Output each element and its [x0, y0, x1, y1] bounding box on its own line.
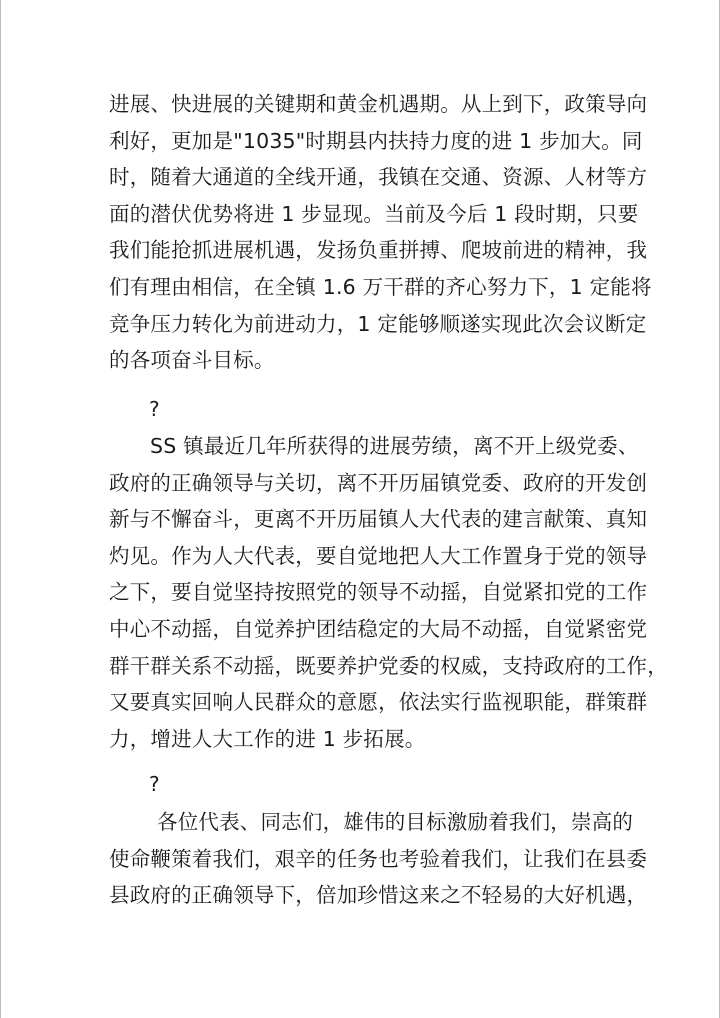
- text-line: 群干群关系不动摇，既要养护党委的权威，支持政府的工作，: [109, 653, 668, 678]
- text-line: SS 镇最近几年所获得的进展劳绩，离不开上级党委、: [150, 434, 639, 458]
- text-line: 使命鞭策着我们，艰辛的任务也考验着我们，让我们在县委: [109, 846, 648, 871]
- text-line: 县政府的正确领导下，倍加珍惜这来之不轻易的大好机遇，: [109, 883, 648, 908]
- separator-mark: ?: [149, 772, 160, 796]
- text-line: 们有理由相信，在全镇 1.6 万干群的齐心努力下，1 定能将: [109, 274, 652, 299]
- text-line: 的各项奋斗目标。: [109, 348, 275, 373]
- text-line: 竞争压力转化为前进动力，1 定能够顺遂实现此次会议断定: [109, 311, 647, 336]
- text-line: 力，增进人大工作的进 1 步拓展。: [109, 726, 426, 751]
- paragraph-2: [109, 428, 668, 757]
- paragraph-3: [109, 804, 648, 914]
- text-line: 我们能抢抓进展机遇，发扬负重拼搏、爬坡前进的精神，我: [109, 238, 648, 263]
- separator-mark: ?: [149, 397, 160, 421]
- text-line: 各位代表、同志们，雄伟的目标激励着我们，崇高的: [157, 810, 634, 834]
- text-line: 政府的正确领导与关切，离不开历届镇党委、政府的开发创: [109, 470, 648, 495]
- paragraph-1: [109, 86, 652, 379]
- text-line: 面的潜伏优势将进 1 步显现。当前及今后 1 段时期，只要: [109, 201, 639, 226]
- text-line: 利好，更加是"1035"时期县内扶持力度的进 1 步加大。同: [109, 128, 643, 153]
- text-line: 新与不懈奋斗，更离不开历届镇人大代表的建言献策、真知: [109, 507, 648, 532]
- text-line: 进展、快进展的关键期和黄金机遇期。从上到下，政策导向: [109, 92, 648, 116]
- text-line: 时，随着大通道的全线开通，我镇在交通、资源、人材等方: [109, 165, 648, 190]
- text-line: 灼见。作为人大代表，要自觉地把人大工作置身于党的领导: [109, 543, 648, 568]
- text-line: 中心不动摇，自觉养护团结稳定的大局不动摇，自觉紧密党: [109, 616, 648, 641]
- text-line: 又要真实回响人民群众的意愿，依法实行监视职能，群策群: [109, 690, 648, 715]
- text-line: 之下，要自觉坚持按照党的领导不动摇，自觉紧扣党的工作: [109, 580, 648, 605]
